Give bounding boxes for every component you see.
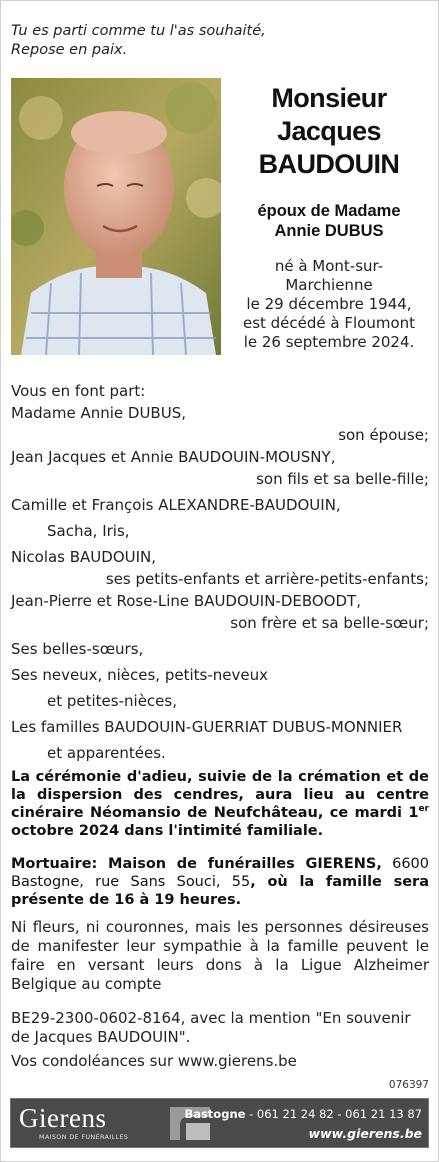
death-line: le 26 septembre 2024. xyxy=(243,333,415,351)
family-member: Madame Annie DUBUS, xyxy=(11,404,186,422)
family-member: Sacha, Iris, xyxy=(47,522,130,540)
logo-subtitle: MAISON DE FUNÉRAILLES xyxy=(39,1133,129,1141)
birth-line: Marchienne xyxy=(285,276,373,294)
birth-line: le 29 décembre 1944, xyxy=(246,295,412,313)
deceased-last-name: BAUDOUIN xyxy=(258,149,400,179)
family-relation: son fils et sa belle-fille; xyxy=(256,470,429,488)
reference-number: 076397 xyxy=(388,1079,429,1091)
birth-line: né à Mont-sur- xyxy=(274,257,384,275)
birth-death-info xyxy=(226,257,432,352)
condolences-line: Vos condoléances sur www.gierens.be xyxy=(11,1052,297,1070)
mortuary-bold: Mortuaire: Maison de funérailles GIERENS, xyxy=(11,856,382,872)
gifts-paragraph: Ni fleurs, ni couronnes, mais les personnes désireuses de manifester leur sympathie à la famille peuvent le faire en versant leurs dons à la Ligue Alzheimer Belgique au compte xyxy=(11,918,429,993)
spouse-line: époux de Madame xyxy=(257,202,401,220)
family-member: Les familles BAUDOUIN-GUERRIAT DUBUS-MONNIER xyxy=(11,718,403,736)
portrait-photo xyxy=(11,78,221,355)
mortuary-paragraph xyxy=(11,855,429,909)
deceased-first-name: Jacques xyxy=(277,116,381,146)
portrait-photo-icon xyxy=(11,78,221,355)
family-relation: son frère et sa belle-sœur; xyxy=(230,614,429,632)
iban-paragraph: BE29-2300-0602-8164, avec la mention "En souvenir de Jacques BAUDOUIN". xyxy=(11,1009,411,1046)
ceremony-text: La cérémonie d'adieu, suivie de la crémation et de la dispersion des cendres, aura lieu au centre cinéraire Néomansio de Neufchâteau, ce mardi 1 xyxy=(11,769,429,821)
ceremony-text: octobre 2024 dans l'intimité familiale. xyxy=(11,823,324,839)
family-member: Camille et François ALEXANDRE-BAUDOUIN, xyxy=(11,496,341,514)
family-list xyxy=(11,380,429,764)
mortuary-address: 6600 Bastogne, rue Sans Souci, 55 xyxy=(11,856,429,890)
family-member: et petites-nièces, xyxy=(47,692,177,710)
deceased-block xyxy=(226,82,432,352)
death-line: est décédé à Floumont xyxy=(242,314,416,332)
ceremony-paragraph xyxy=(11,768,429,840)
logo-text: Gierens xyxy=(19,1103,107,1133)
intro-line: Tu es parti comme tu l'as souhaité, xyxy=(11,23,266,39)
funeral-home-banner xyxy=(10,1098,429,1148)
family-member: Nicolas BAUDOUIN, xyxy=(11,548,157,566)
spouse-info xyxy=(226,201,432,241)
deceased-title: Monsieur xyxy=(271,83,387,113)
contact-phones xyxy=(184,1107,422,1121)
family-relation: ses petits-enfants et arrière-petits-enfants; xyxy=(105,570,429,588)
mortuary-bold: , où la famille sera présente de 16 à 19 heures. xyxy=(11,874,429,908)
family-member: Ses belles-sœurs, xyxy=(11,640,144,658)
ceremony-sup: er xyxy=(418,804,429,815)
spouse-line: Annie DUBUS xyxy=(274,222,384,240)
contact-city: Bastogne xyxy=(184,1107,246,1121)
family-member: Jean-Pierre et Rose-Line BAUDOUIN-DEBOODT, xyxy=(11,592,361,610)
contact-website[interactable]: www.gierens.be xyxy=(308,1126,422,1141)
intro-line: Repose en paix. xyxy=(11,42,128,58)
family-member: et apparentées. xyxy=(47,744,166,762)
contact-phone-numbers: - 061 21 24 82 - 061 21 13 87 xyxy=(245,1107,422,1121)
family-member: Ses neveux, nièces, petits-neveux xyxy=(11,666,268,684)
family-intro: Vous en font part: xyxy=(11,382,146,400)
family-member: Jean Jacques et Annie BAUDOUIN-MOUSNY, xyxy=(11,448,336,466)
intro-verse xyxy=(11,22,266,60)
family-relation: son épouse; xyxy=(338,426,429,444)
